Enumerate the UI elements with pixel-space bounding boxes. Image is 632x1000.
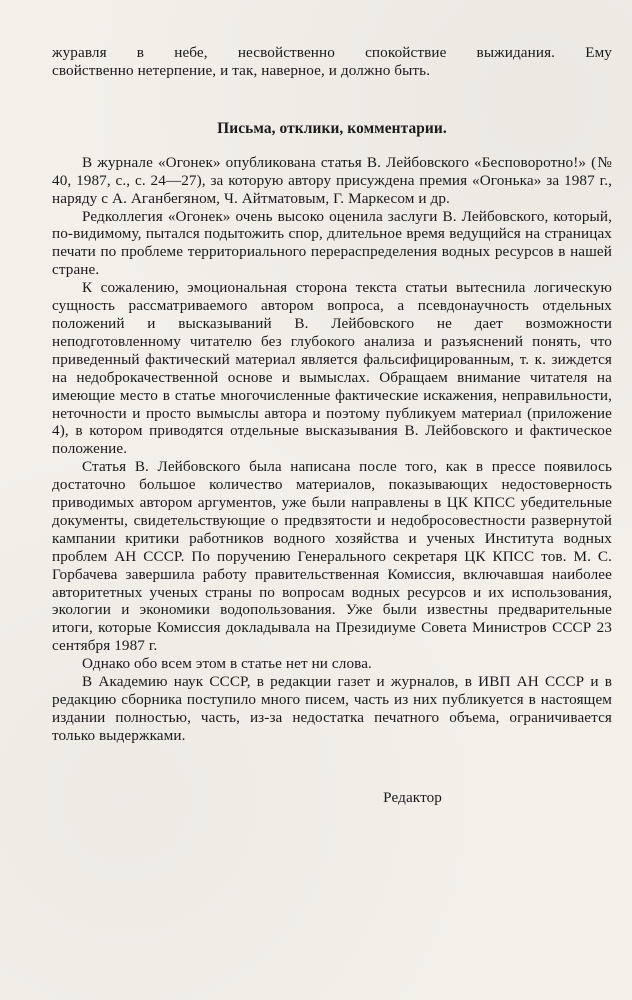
- editor-signature: Редактор: [383, 788, 442, 806]
- paragraph-4: Статья В. Лейбовского была написана после того, как в прессе появилось достаточно большое количество материалов, показывающих недостоверность приводимых автором аргументов, уже были направлены в ЦК КПСС убедительные документы, свидетельствующие о предвзятости и недобросовестности развернутой кампании критики работников водного хозяйства и ученых Института водных проблем АН СССР. По поручению Генерального секретаря ЦК КПСС тов. М. С. Горбачева завершила работу правительственная Комиссия, включавшая наиболее авторитетных ученых страны по вопросам водных ресурсов и их использования, экологии и экономики водопользования. Уже были известны предварительные итоги, которые Комиссия докладывала на Президиуме Совета Министров СССР 23 сентября 1987 г.: [52, 458, 612, 655]
- continued-text-line-2: свойственно нетерпение, и так, наверное, и должно быть.: [52, 61, 431, 79]
- document-body: [52, 44, 612, 807]
- paragraph-2: Редколлегия «Огонек» очень высоко оценила заслуги В. Лейбовского, который, по-видимому, пытался подытожить спор, длительное время ведущийся на страницах печати по проблеме территориального перераспределения водных ресурсов в нашей стране.: [52, 207, 612, 279]
- paragraph-6: В Академию наук СССР, в редакции газет и журналов, в ИВП АН СССР и в редакцию сборника поступило много писем, часть из них публикуется в настоящем издании полностью, часть, из-за недостатка печатного объема, ограничивается только выдержками.: [52, 673, 612, 744]
- signature-block: [52, 789, 612, 807]
- section-heading: Письма, отклики, комментарии.: [217, 119, 447, 137]
- paragraph-5: Однако обо всем этом в статье нет ни слова.: [82, 655, 372, 673]
- paragraph-1: В журнале «Огонек» опубликована статья В. Лейбовского «Бесповоротно!» (№ 40, 1987, с., с. 24—27), за которую автору присуждена премия «Огонька» за 1987 г., наряду с А. Аганбегяном, Ч. Айтматовым, Г. Маркесом и др.: [52, 153, 612, 207]
- paragraph-3: К сожалению, эмоциональная сторона текста статьи вытеснила логическую сущность рассматриваемого автором вопроса, а псевдонаучность отдельных положений и высказываний В. Лейбовского не дает возможности неподготовленному читателю без глубокого анализа и разъяснений понять, что приведенный фактический материал является фальсифицированным, т. к. зиждется на недоброкачественной основе и вымыслах. Обращаем внимание читателя на имеющие место в статье многочисленные фактические искажения, неправильности, неточности и просто вымыслы автора и поэтому публикуем материал (приложение 4), в котором приводятся отдельные высказывания В. Лейбовского и фактическое положение.: [52, 279, 612, 458]
- continued-text-line-1: журавля в небе, несвойственно спокойствие выжидания. Ему: [52, 44, 612, 61]
